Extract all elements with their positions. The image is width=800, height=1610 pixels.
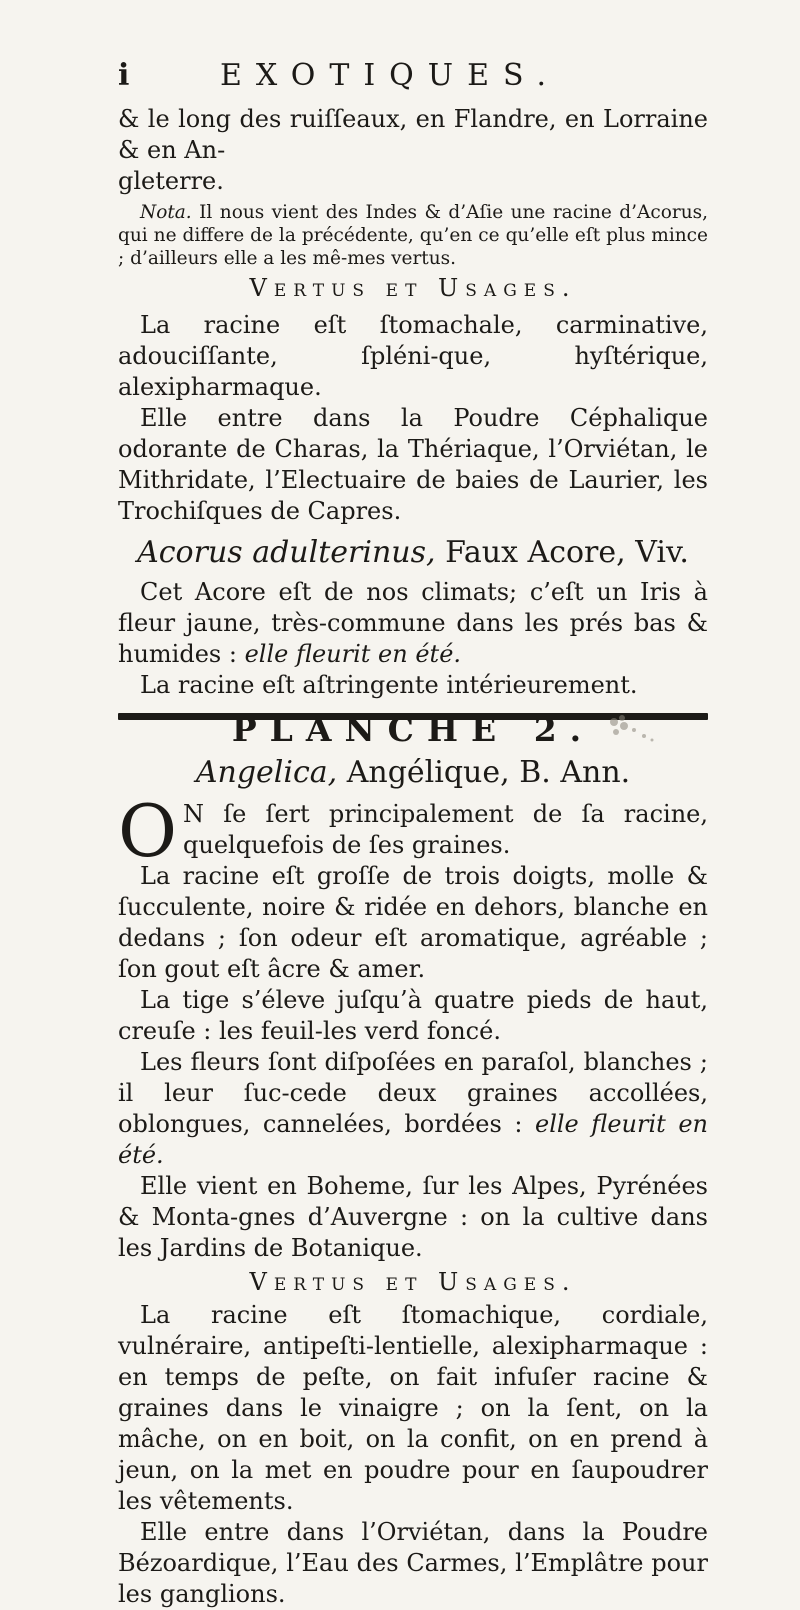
french-name: Angélique, B. Ann. (337, 755, 631, 790)
paragraph (118, 1047, 708, 1171)
paragraph (118, 789, 708, 873)
nota-text: Il nous vient des Indes & d’Aſie une racine d’Acorus, qui ne differe de la précédente, qu’en ce qu’elle eſt plus mince ; d’ailleurs elle a les mê-mes vertus. (118, 202, 708, 269)
text-line: & le long des ruiſſeaux, en Flandre, en Lorraine & en An- (118, 105, 708, 164)
running-header (0, 58, 800, 98)
paragraph-text: Les fleurs ſont diſpoſées en paraſol, blanches ; il leur ſuc-cede deux graines accollées, oblongues, cannelées, bordées : (118, 1048, 708, 1138)
paragraph: La tige s’éleve juſqu’à quatre pieds de haut, creuſe : les feuil-les verd foncé. (118, 986, 708, 1045)
section-heading-vertus: Vertus et Usages. (249, 274, 577, 302)
latin-name: Angelica, (195, 755, 338, 790)
flowering-note: elle fleurit en été. (244, 640, 462, 668)
plate-title: PLANCHE 2. (231, 710, 595, 749)
page-number: i (118, 58, 130, 93)
paragraph-text: Cet Acore eſt de nos climats; c’eſt un Iris à fleur jaune, très-commune dans les prés bas & humides : (118, 578, 708, 668)
entry-acorus-continuation (118, 104, 708, 720)
paragraph-text: N ſe ſert principalement de ſa racine, quelquefois de ſes graines. (183, 800, 708, 859)
paragraph: La racine eſt ſtomachale, carminative, adouciſſante, ſpléni-que, hyſtérique, alexipharmaque. (118, 311, 708, 401)
latin-name: Acorus adulterinus, (137, 535, 436, 570)
nota-paragraph (118, 201, 708, 270)
paragraph: La racine eſt aſtringente intérieurement. (140, 671, 638, 699)
french-name: Faux Acore, Viv. (435, 535, 689, 570)
drop-cap: O (118, 789, 178, 873)
flowering-note: elle fleurit en été. (118, 1110, 708, 1169)
paragraph: La racine eſt ſtomachique, cordiale, vulnéraire, antipeſti-lentielle, alexipharmaque : en temps de peſte, on fait infuſer racine & graines dans le vinaigre ; on la ſent, on la mâche, on en boit, on la confit, on en prend à jeun, on la met en poudre pour en ſaupoudrer les vêtements. (118, 1301, 708, 1515)
paragraph: Elle entre dans l’Orviétan, dans la Poudre Bézoardique, l’Eau des Carmes, l’Emplâtre pour les ganglions. (118, 1518, 708, 1608)
plate-2-section (118, 710, 708, 1610)
paragraph: Elle vient en Boheme, ſur les Alpes, Pyrénées & Monta-gnes d’Auvergne : on la cultive dans les Jardins de Botanique. (118, 1172, 708, 1262)
nota-label: Nota. (140, 202, 192, 223)
section-heading-vertus: Vertus et Usages. (249, 1268, 577, 1296)
paragraph: La racine eſt groſſe de trois doigts, molle & ſucculente, noire & ridée en dehors, blanche en dedans ; ſon odeur eſt aromatique, agréable ; ſon gout eſt âcre & amer. (118, 862, 708, 983)
text-line: gleterre. (118, 167, 224, 195)
entry-heading (118, 753, 708, 793)
paragraph: Elle entre dans la Poudre Céphalique odorante de Charas, la Thériaque, l’Orviétan, le Mithridate, l’Electuaire de baies de Laurier, les Trochiſques de Capres. (118, 404, 708, 525)
paragraph (118, 577, 708, 670)
running-title: EXOTIQUES. (220, 58, 560, 93)
entry-heading (118, 533, 708, 573)
